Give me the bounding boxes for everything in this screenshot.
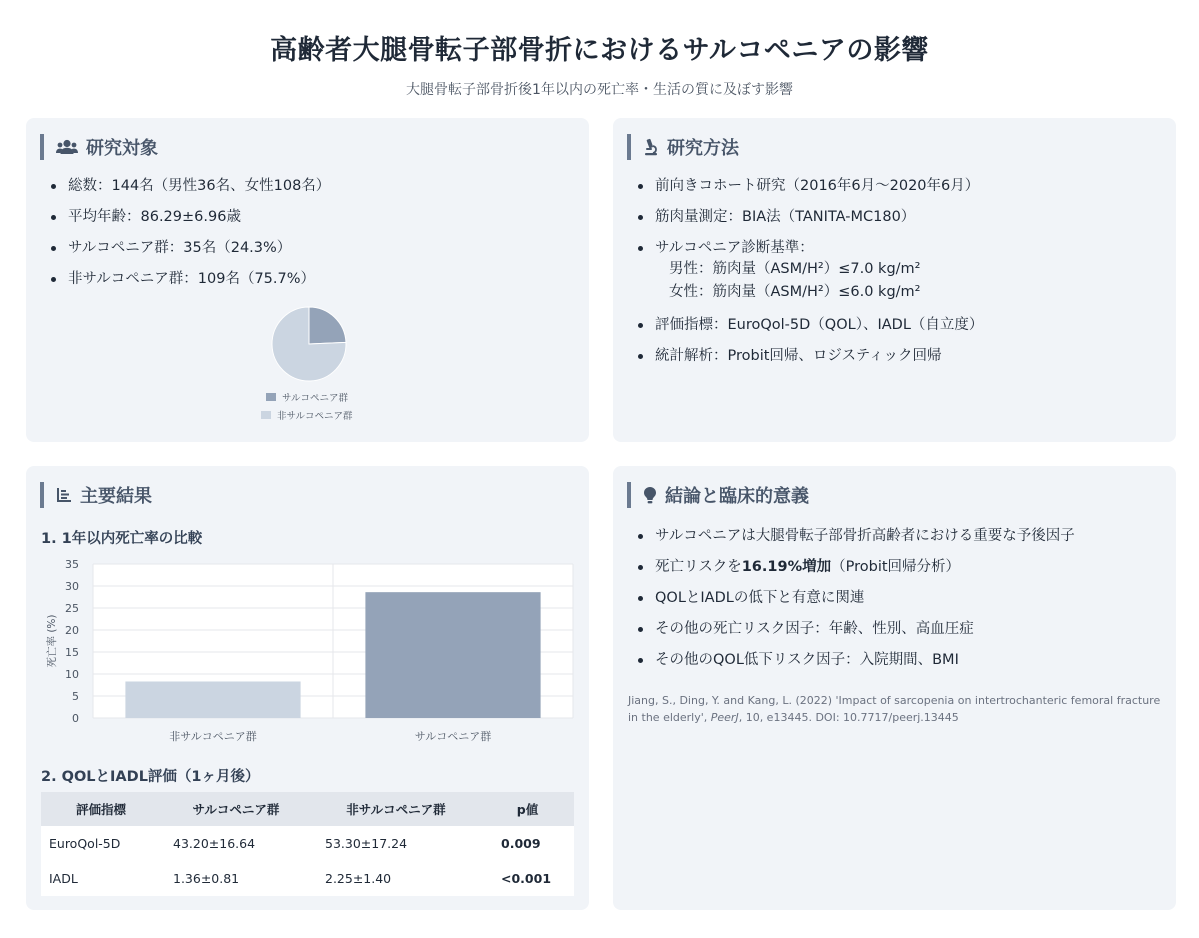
methods-title: 研究方法 [667, 138, 739, 159]
list-item: 総数：144名（男性36名、女性108名） [48, 176, 330, 196]
x-tick-label: 非サルコペニア群 [169, 730, 257, 743]
citation-authors: Jiang, S., Ding, Y. and Kang, L. (2022) 'Impact of sarcopenia on intertrochanteric femoral fracture in the elderly', [628, 694, 1161, 724]
conclusion-card [613, 466, 1176, 910]
table-row [41, 826, 574, 861]
pie-legend-non-sarco [261, 408, 353, 422]
list-item: 評価指標：EuroQol-5D（QOL）、IADL（自立度） [635, 315, 983, 335]
bar [365, 592, 540, 718]
legend-swatch [266, 393, 276, 401]
mortality-subtitle: 1. 1年以内死亡率の比較 [41, 531, 203, 547]
legend-swatch [261, 411, 271, 419]
list-item: その他の死亡リスク因子：年齢、性別、高血圧症 [635, 619, 1075, 639]
table-cell: 1.36±0.81 [161, 861, 311, 896]
microscope-icon [643, 138, 659, 156]
qol-subtitle: 2. QOLとIADL評価（1ヶ月後） [41, 769, 260, 785]
subjects-list [48, 176, 330, 300]
page-header [0, 28, 1199, 99]
table-cell: <0.001 [481, 861, 574, 896]
y-tick-label: 15 [65, 646, 79, 659]
table-cell: 2.25±1.40 [311, 861, 481, 896]
citation [628, 692, 1168, 726]
subjects-title: 研究対象 [86, 138, 158, 159]
subjects-heading [40, 134, 158, 160]
page-title: 高齢者大腿骨転子部骨折におけるサルコペニアの影響 [270, 35, 929, 66]
list-item: QOLとIADLの低下と有意に関連 [635, 588, 1075, 608]
y-tick-label: 25 [65, 602, 79, 615]
citation-journal: PeerJ [710, 711, 739, 724]
risk-value: 16.19%増加 [741, 559, 832, 575]
list-item: 平均年齢：86.29±6.96歳 [48, 207, 330, 227]
list-item-criteria [635, 238, 983, 304]
risk-prefix: 死亡リスクを [655, 559, 742, 575]
y-tick-label: 10 [65, 668, 79, 681]
list-item: 非サルコペニア群：109名（75.7%） [48, 269, 330, 289]
results-title: 主要結果 [80, 486, 152, 507]
methods-heading [627, 134, 739, 160]
group-pie-chart [266, 301, 352, 387]
table-header: p値 [481, 792, 574, 826]
y-tick-label: 20 [65, 624, 79, 637]
table-cell: 53.30±17.24 [311, 826, 481, 861]
methods-card [613, 118, 1176, 442]
subjects-card [26, 118, 589, 442]
list-item: 前向きコホート研究（2016年6月～2020年6月） [635, 176, 983, 196]
table-cell: 43.20±16.64 [161, 826, 311, 861]
citation-details: , 10, e13445. DOI: 10.7717/peerj.13445 [738, 711, 959, 724]
table-header-row [41, 792, 574, 826]
y-axis-label: 死亡率 (%) [46, 614, 58, 668]
legend-label: サルコペニア群 [282, 393, 349, 404]
results-card [26, 466, 589, 910]
pie-slice [309, 307, 346, 344]
page-subtitle: 大腿骨転子部骨折後1年以内の死亡率・生活の質に及ぼす影響 [406, 82, 793, 98]
pie-legend-sarco [266, 390, 348, 404]
table-header: サルコペニア群 [161, 792, 311, 826]
risk-suffix: （Probit回帰分析） [831, 559, 961, 575]
conclusion-list [635, 526, 1075, 681]
lightbulb-icon [643, 486, 657, 504]
methods-list [635, 176, 983, 377]
list-item: 統計解析：Probit回帰、ロジスティック回帰 [635, 346, 983, 366]
table-header: 非サルコペニア群 [311, 792, 481, 826]
criteria-male: 男性：筋肉量（ASM/H²）≤7.0 kg/m² [669, 261, 921, 277]
list-item: 筋肉量測定：BIA法（TANITA-MC180） [635, 207, 983, 227]
conclusion-title: 結論と臨床的意義 [665, 486, 809, 507]
table-header: 評価指標 [41, 792, 161, 826]
legend-label: 非サルコペニア群 [277, 411, 353, 422]
users-icon [56, 139, 78, 155]
list-item: その他のQOL低下リスク因子：入院期間、BMI [635, 650, 1075, 670]
y-tick-label: 5 [72, 690, 79, 703]
y-tick-label: 0 [72, 712, 79, 725]
conclusion-heading [627, 482, 809, 508]
y-tick-label: 30 [65, 580, 79, 593]
qol-table [41, 792, 574, 896]
table-cell: EuroQol-5D [41, 826, 161, 861]
y-tick-label: 35 [65, 558, 79, 571]
table-row [41, 861, 574, 896]
list-item: サルコペニア群：35名（24.3%） [48, 238, 330, 258]
table-cell: IADL [41, 861, 161, 896]
list-item-mortality-risk [635, 557, 1075, 577]
table-cell: 0.009 [481, 826, 574, 861]
list-chart-icon [56, 487, 72, 503]
mortality-bar-chart [41, 554, 581, 744]
x-tick-label: サルコペニア群 [414, 730, 492, 743]
criteria-label: サルコペニア診断基準： [655, 240, 814, 256]
bar [125, 681, 300, 718]
criteria-female: 女性：筋肉量（ASM/H²）≤6.0 kg/m² [669, 284, 921, 300]
list-item: サルコペニアは大腿骨転子部骨折高齢者における重要な予後因子 [635, 526, 1075, 546]
results-heading [40, 482, 152, 508]
